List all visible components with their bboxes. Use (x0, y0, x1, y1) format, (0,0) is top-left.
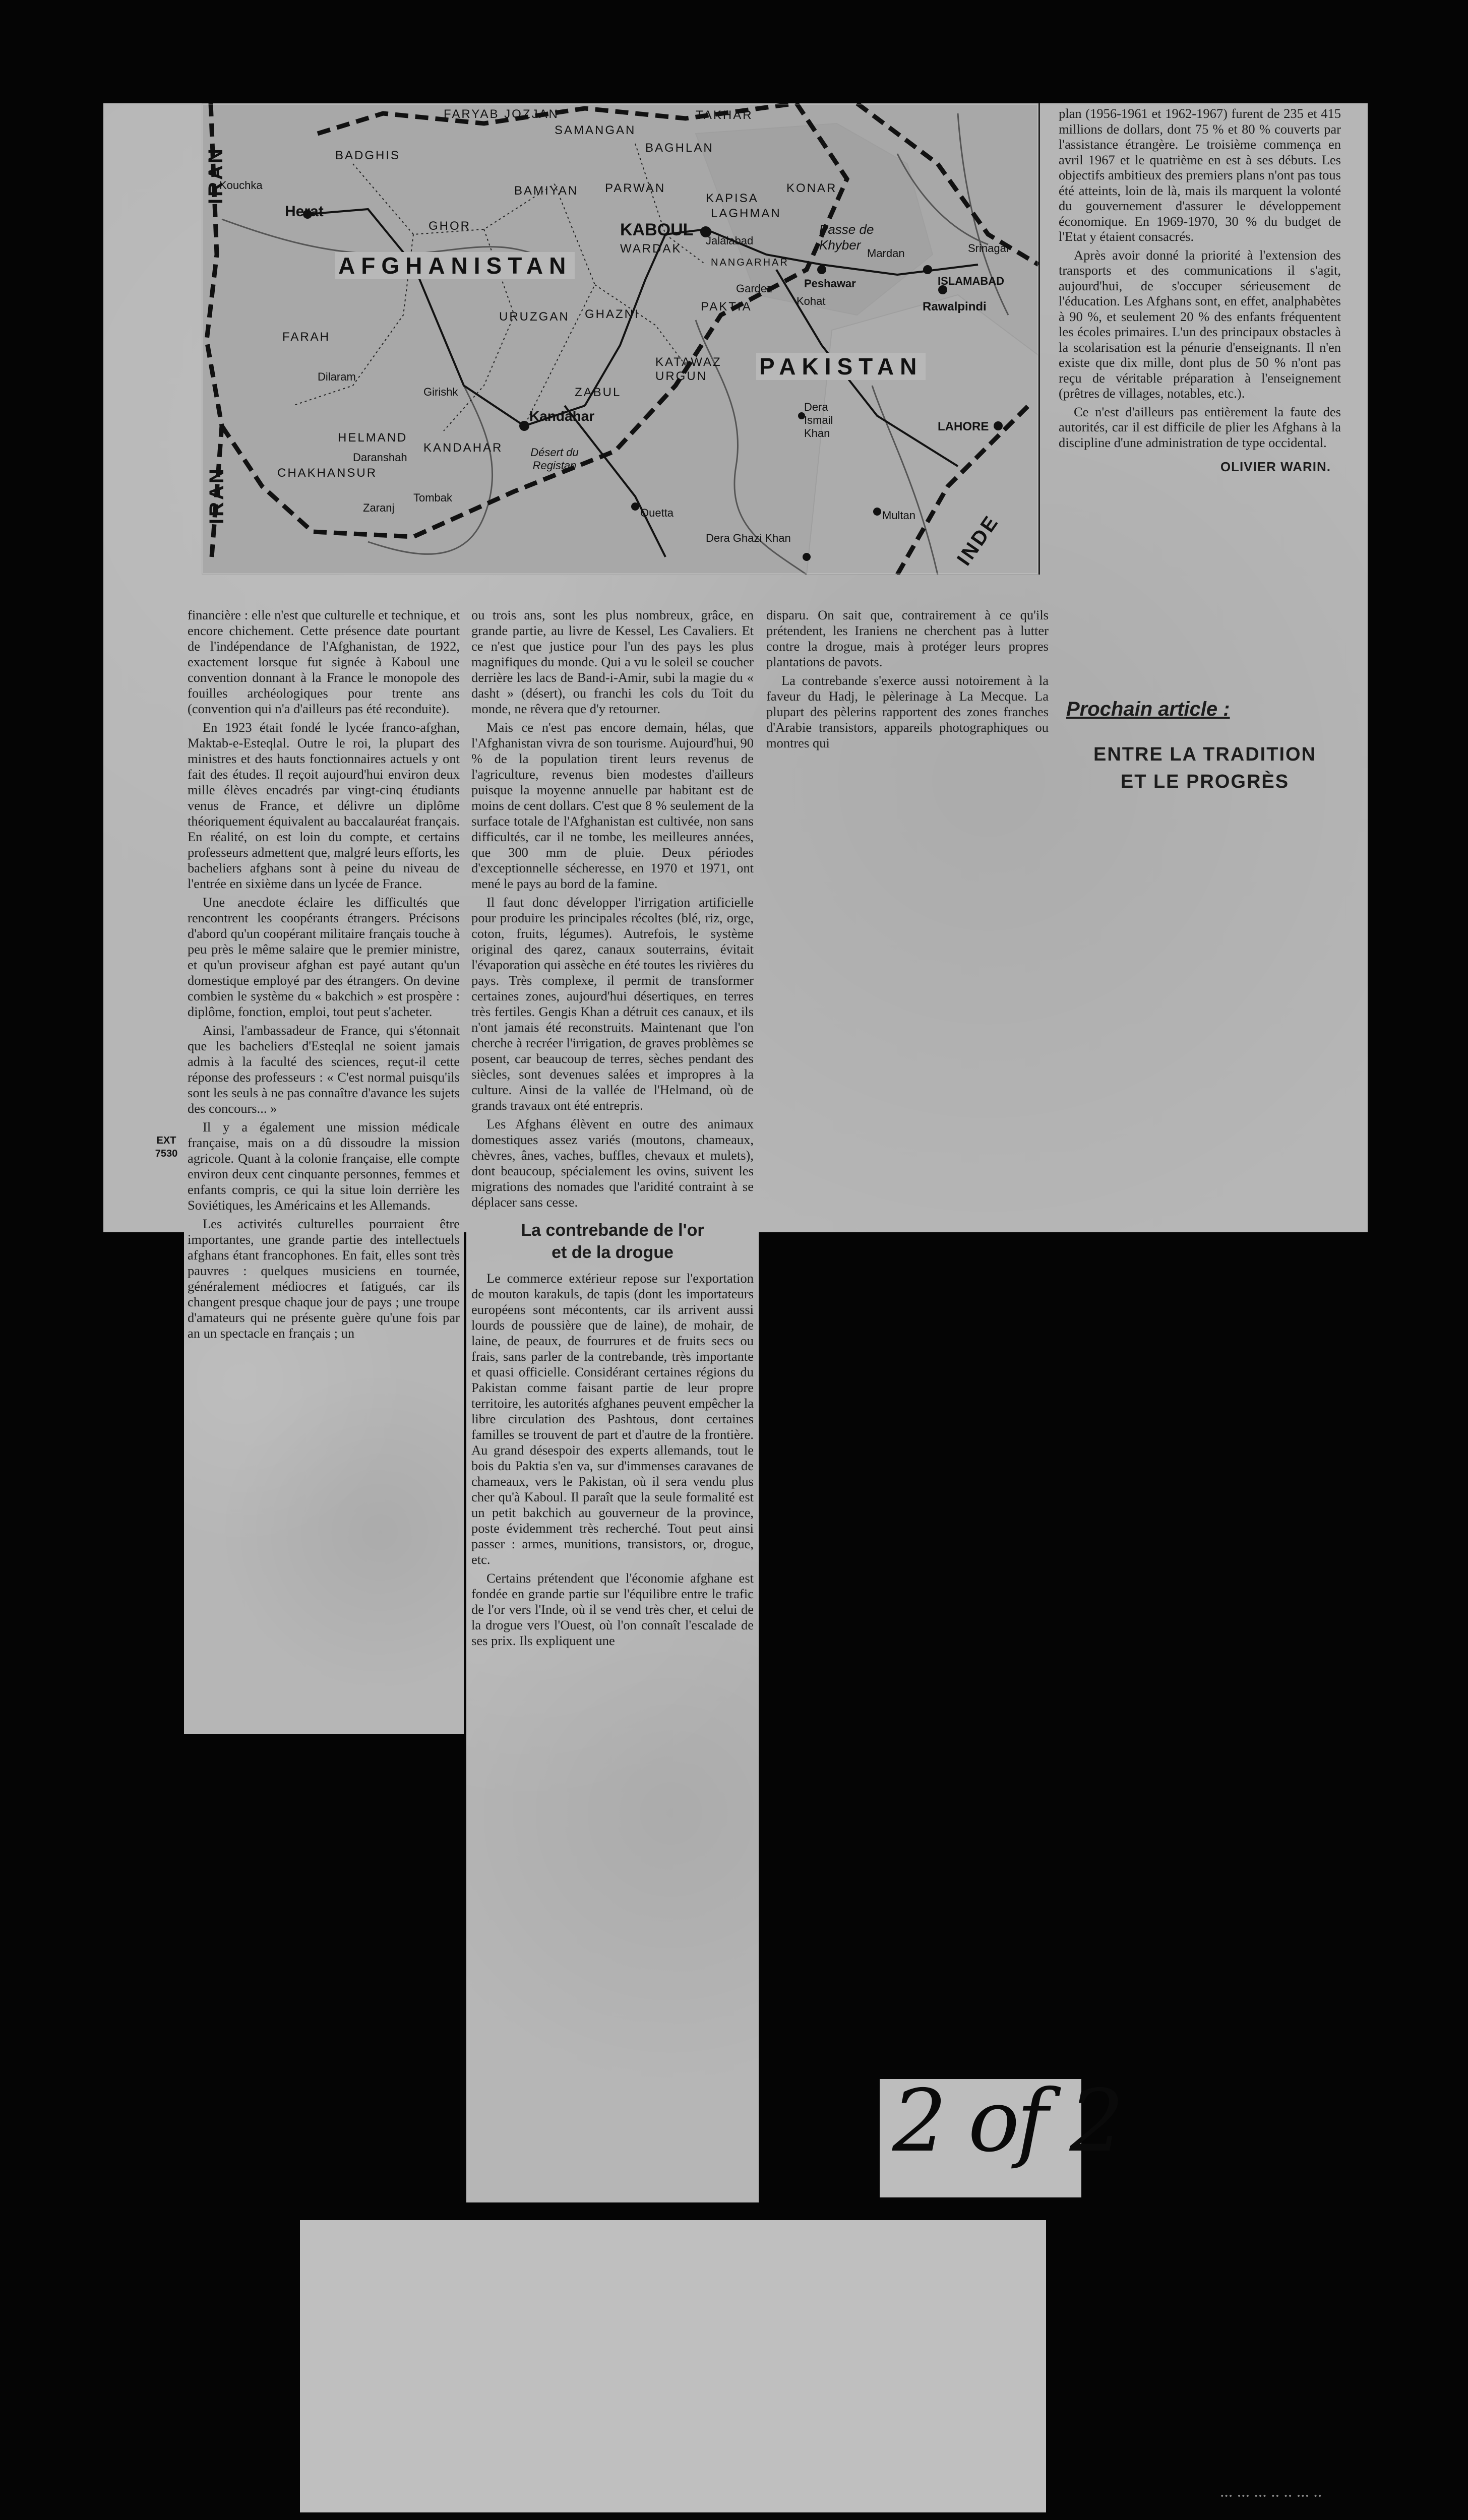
label-girishk: Girishk (423, 386, 458, 398)
film-edge-marks: ••• ••• ••• •• •• ••• •• (1220, 2492, 1322, 2500)
article-column-4 (1059, 106, 1341, 475)
blank-slip (300, 2220, 1046, 2512)
label-samangan: SAMANGAN (555, 123, 636, 137)
label-afghanistan: AFGHANISTAN (335, 252, 575, 279)
next-article-label: Prochain article : (1066, 698, 1230, 720)
label-daranshah: Daranshah (353, 451, 407, 464)
label-kapisa: KAPISA (706, 192, 759, 205)
label-kohat: Kohat (797, 295, 826, 307)
ext-stamp: EXT 7530 (155, 1135, 178, 1159)
col2-paragraph: ou trois ans, sont les plus nombreux, grâce, en grande partie, au livre de Kessel, Les Cavaliers. Et ce n'est que justice pour l'un des pays les plus magnifiques du monde. Qui a vu le soleil se coucher derrière les lacs de Band-i-Amir, subi la magie du « dasht » (désert), ou franchi les cols du Toit du monde, ne rêvera que d'y retourner. (471, 607, 754, 716)
col4-paragraph: Après avoir donné la priorité à l'extension des transports et des communications il s'agit, aujourd'hui, de s'occuper sérieusement de l'éducation. Les Afghans sont, en effet, analphabètes à 90 %, et seulement 20 % des enfants fréquentent les écoles primaires. L'un des principaux obstacles à la scolarisation est la pénurie d'enseignants. Il n'en existe que dix mille, dont plus de 50 % n'ont pas reçu de véritable préparation à l'enseignement (prêtres de villages, notables, etc.). (1059, 247, 1341, 401)
label-dilaram: Dilaram (318, 370, 356, 383)
label-badghis: BADGHIS (335, 149, 401, 162)
article-column-1 (188, 607, 460, 1344)
section-subhead (471, 1219, 754, 1264)
label-lahore: LAHORE (938, 420, 989, 433)
col2-paragraph: Les Afghans élèvent en outre des animaux domestiques assez variés (moutons, chameaux, chèvres, ânes, vaches, buffles, chevaux et mulets), dont beaucoup, spécialement les ovins, suivent les migrations des nomades que l'aridité contraint à se déplacer sans cesse. (471, 1116, 754, 1210)
label-iran-bottom: IRAN (206, 467, 228, 524)
label-jalalabad: Jalalabad (706, 234, 754, 247)
article-column-2 (471, 607, 754, 1652)
label-konar: KONAR (786, 181, 837, 195)
label-dera-ismail-khan: Dera Ismail Khan (804, 401, 833, 439)
col2-paragraph: Il faut donc développer l'irrigation artificielle pour produire les principales récoltes (blé, riz, orge, coton, fruits, légumes). Autrefois, le système original des qarez, canaux souterrains, évitait l'évaporation qui assèche en été toutes les rivières du pays. Très complexe, il permit de transformer certaines zones, aujourd'hui désertiques, en terres très fertiles. Gengis Khan a détruit ces canaux, et ils n'ont jamais été reconstruits. Maintenant que l'on cherche à recréer l'irrigation, de graves problèmes se posent, car beaucoup de terres, sèches pendant des siècles, sont devenues salées et impropres à la culture. Ainsi de la vallée de l'Helmand, où de grands travaux ont été entrepris. (471, 895, 754, 1113)
label-zabul: ZABUL (575, 386, 622, 399)
label-dera-ghazi-khan: Dera Ghazi Khan (706, 532, 791, 544)
label-herat: Herat (285, 203, 324, 220)
label-faryab: FARYAB JOZJAN (444, 107, 559, 121)
label-srinagar: Srinagar (968, 242, 1010, 255)
label-mardan: Mardan (867, 247, 905, 260)
label-bamiyan: BAMIYAN (514, 184, 579, 198)
author-signature: OLIVIER WARIN. (1220, 459, 1331, 474)
col4-paragraph: Ce n'est d'ailleurs pas entièrement la faute des autorités, car il est difficile de plier les Afghans à la discipline d'une administration de type occidental. (1059, 404, 1341, 450)
label-quetta: Quetta (640, 507, 674, 519)
label-chakhansur: CHAKHANSUR (277, 466, 378, 480)
article-column-3 (766, 607, 1049, 754)
label-farah: FARAH (282, 330, 331, 344)
subhead-line-1: La contrebande de l'or (521, 1221, 704, 1240)
col1-paragraph: Il y a également une mission médicale française, mais on a dû dissoudre la mission agricole. Quant à la colonie française, elle compte environ deux cent cinquante personnes, femmes et enfants compris, ce qui la situe loin derrière les Soviétiques, les Américains et les Allemands. (188, 1119, 460, 1213)
label-tombak: Tombak (413, 491, 453, 504)
label-wardak: WARDAK (620, 242, 682, 256)
label-zaranj: Zaranj (363, 501, 395, 514)
label-ghor: GHOR (429, 219, 471, 233)
handwritten-page-count: 2 of 2 (892, 2071, 1121, 2171)
col4-paragraph: plan (1956-1961 et 1962-1967) furent de 235 et 415 millions de dollars, dont 75 % et 80 % couverts par l'assistance étrangère. Le troisième commença en avril 1967 et le quatrième en est à ses débuts. Les objectifs ambitieux des premiers plans n'ont pas tous été atteints, loin de là, mais ils marquent la volonté du gouvernement d'assurer le développement économique. En 1969-1970, 30 % du budget de l'Etat y étaient consacrés. (1059, 106, 1341, 244)
label-passe-de-khyber: Passe de Khyber (819, 222, 874, 253)
col2-paragraph: Mais ce n'est pas encore demain, hélas, que l'Afghanistan vivra de son tourisme. Aujourd'hui, 90 % de la population tirent leurs revenus de l'agriculture, revenus bien modestes d'ailleurs puisque la moyenne annuelle par habitant est de moins de cent dollars. C'est que 8 % seulement de la surface totale de l'Afghanistan est cultivée, non sans difficultés, car il ne tombe, les meilleures années, que 300 mm de pluie. Deux périodes d'exceptionnelle sécheresse, en 1970 et 1971, ont mené le pays au bord de la famine. (471, 720, 754, 891)
col1-paragraph: Ainsi, l'ambassadeur de France, qui s'étonnait que les bacheliers d'Esteqlal ne soient jamais admis à la faculté des sciences, reçut-il cette réponse des professeurs : « C'est normal puisqu'ils sont les seuls à ne pas connaître d'avance les sujets des concours... » (188, 1023, 460, 1116)
label-inde: INDE (953, 511, 1004, 570)
next-title-line-1: ENTRE LA TRADITION (1093, 744, 1316, 765)
subhead-line-2: et de la drogue (552, 1243, 674, 1262)
next-article-title (1069, 741, 1341, 795)
label-multan: Multan (882, 509, 916, 522)
label-helmand: HELMAND (338, 431, 408, 445)
label-desert-registan: Désert du Registan (530, 446, 579, 472)
col2-paragraph: Certains prétendent que l'économie afghane est fondée en grande partie sur l'équilibre entre le trafic de l'or vers l'Inde, où il se vend très cher, et celui de la drogue vers l'Ouest, où l'on connaît l'escalade de ses prix. Ils expliquent une (471, 1570, 754, 1648)
label-uruzgan: URUZGAN (499, 310, 570, 324)
label-pakistan: PAKISTAN (756, 353, 926, 380)
col3-paragraph: La contrebande s'exerce aussi notoirement à la faveur du Hadj, le pèlerinage à La Mecque. La plupart des pèlerins rapportent des zones franches d'Arabie transistors, appareils photographiques ou montres qui (766, 673, 1049, 750)
label-baghlan: BAGHLAN (645, 141, 714, 155)
col1-paragraph: financière : elle n'est que culturelle et technique, et encore chichement. Cette présence date pourtant de l'indépendance de l'Afghanistan, de 1922, exactement lorsque fut signée à Kaboul une convention donnant à la France le monopole des fouilles archéologiques pour trente ans (convention qui n'a d'ailleurs pas été reconduite). (188, 607, 460, 716)
label-gardez: Gardez (736, 282, 773, 295)
col1-paragraph: En 1923 était fondé le lycée franco-afghan, Maktab-e-Esteqlal. Outre le roi, la plupart des ministres et des hauts fonctionnaires actuels y ont fait des études. Il reçoit aujourd'hui environ deux mille élèves encadrés par vingt-cinq étudiants venus de France, et délivre un diplôme théoriquement équivalent au baccalauréat français. En réalité, on est loin du compte, et certains professeurs admettent que, malgré leurs efforts, les bacheliers afghans sont à peine du niveau de l'entrée en sixième dans un lycée de France. (188, 720, 460, 891)
col1-paragraph: Une anecdote éclaire les difficultés que rencontrent les coopérants étrangers. Précisons d'abord qu'un coopérant militaire français touche à peu près le même salaire que le premier ministre, et qu'un proviseur afghan est payé autant qu'un domestique employé par des étrangers. On devine combien le système du « bakchich » est prospère : diplôme, fonction, emploi, tout peut s'acheter. (188, 895, 460, 1019)
col1-paragraph: Les activités culturelles pourraient être importantes, une grande partie des intellectuels afghans étant francophones. En fait, elles sont très pauvres : quelques musiciens en tournée, généralement médiocres et fatigués, car ils changent presque chaque jour de pays ; une troupe d'amateurs qui ne présente guère qu'une fois par an un spectacle en français ; un (188, 1216, 460, 1341)
label-iran-top: IRAN (205, 147, 227, 204)
label-parwan: PARWAN (605, 181, 666, 195)
col3-paragraph: disparu. On sait que, contrairement à ce qu'ils prétendent, les Iraniens ne cherchent pas à lutter contre la drogue, mais à protéger leurs propres plantations de pavots. (766, 607, 1049, 669)
label-rawalpindi: Rawalpindi (923, 300, 987, 313)
label-islamabad: ISLAMABAD (938, 275, 1004, 287)
label-peshawar: Peshawar (804, 277, 856, 290)
next-title-line-2: ET LE PROGRÈS (1120, 771, 1290, 792)
label-kaboul: KABOUL (620, 220, 694, 239)
label-ghazni: GHAZNI (585, 307, 640, 321)
label-kandahar: Kandahar (529, 408, 595, 424)
label-region-kandahar: KANDAHAR (423, 441, 503, 455)
label-takhar: TAKHAR (696, 108, 753, 122)
afghanistan-map (202, 103, 1040, 575)
label-laghman: LAGHMAN (711, 207, 781, 220)
label-paktia: PAKTIA (701, 300, 752, 313)
label-nangarhar: NANGARHAR (711, 257, 789, 268)
label-kouchka: Kouchka (219, 179, 263, 192)
label-katawaz: KATAWAZ URGUN (655, 355, 722, 383)
col2-paragraph: Le commerce extérieur repose sur l'exportation de mouton karakuls, de tapis (dont les importateurs européens sont mécontents, car ils arrivent aussi lourds de poussière que de laine), de mohair, de laine, de peaux, de fourrures et de fruits secs ou frais, sans parler de la contrebande, très importante et quasi officielle. Considérant certaines régions du Pakistan comme faisant partie de leur propre territoire, les autorités afghanes peuvent empêcher la libre circulation des Pashtous, dont certaines familles se trouvent de part et d'autre de la frontière. Au grand désespoir des experts allemands, tout le bois du Paktia s'en va, sur d'immenses caravanes de chameaux, vers le Pakistan, où il sera vendu plus cher qu'à Kaboul. Il paraît que la seule formalité est un petit bakchich au gouverneur de la province, poste évidemment très recherché. Tout peut ainsi passer : armes, munitions, transistors, or, drogue, etc. (471, 1271, 754, 1567)
